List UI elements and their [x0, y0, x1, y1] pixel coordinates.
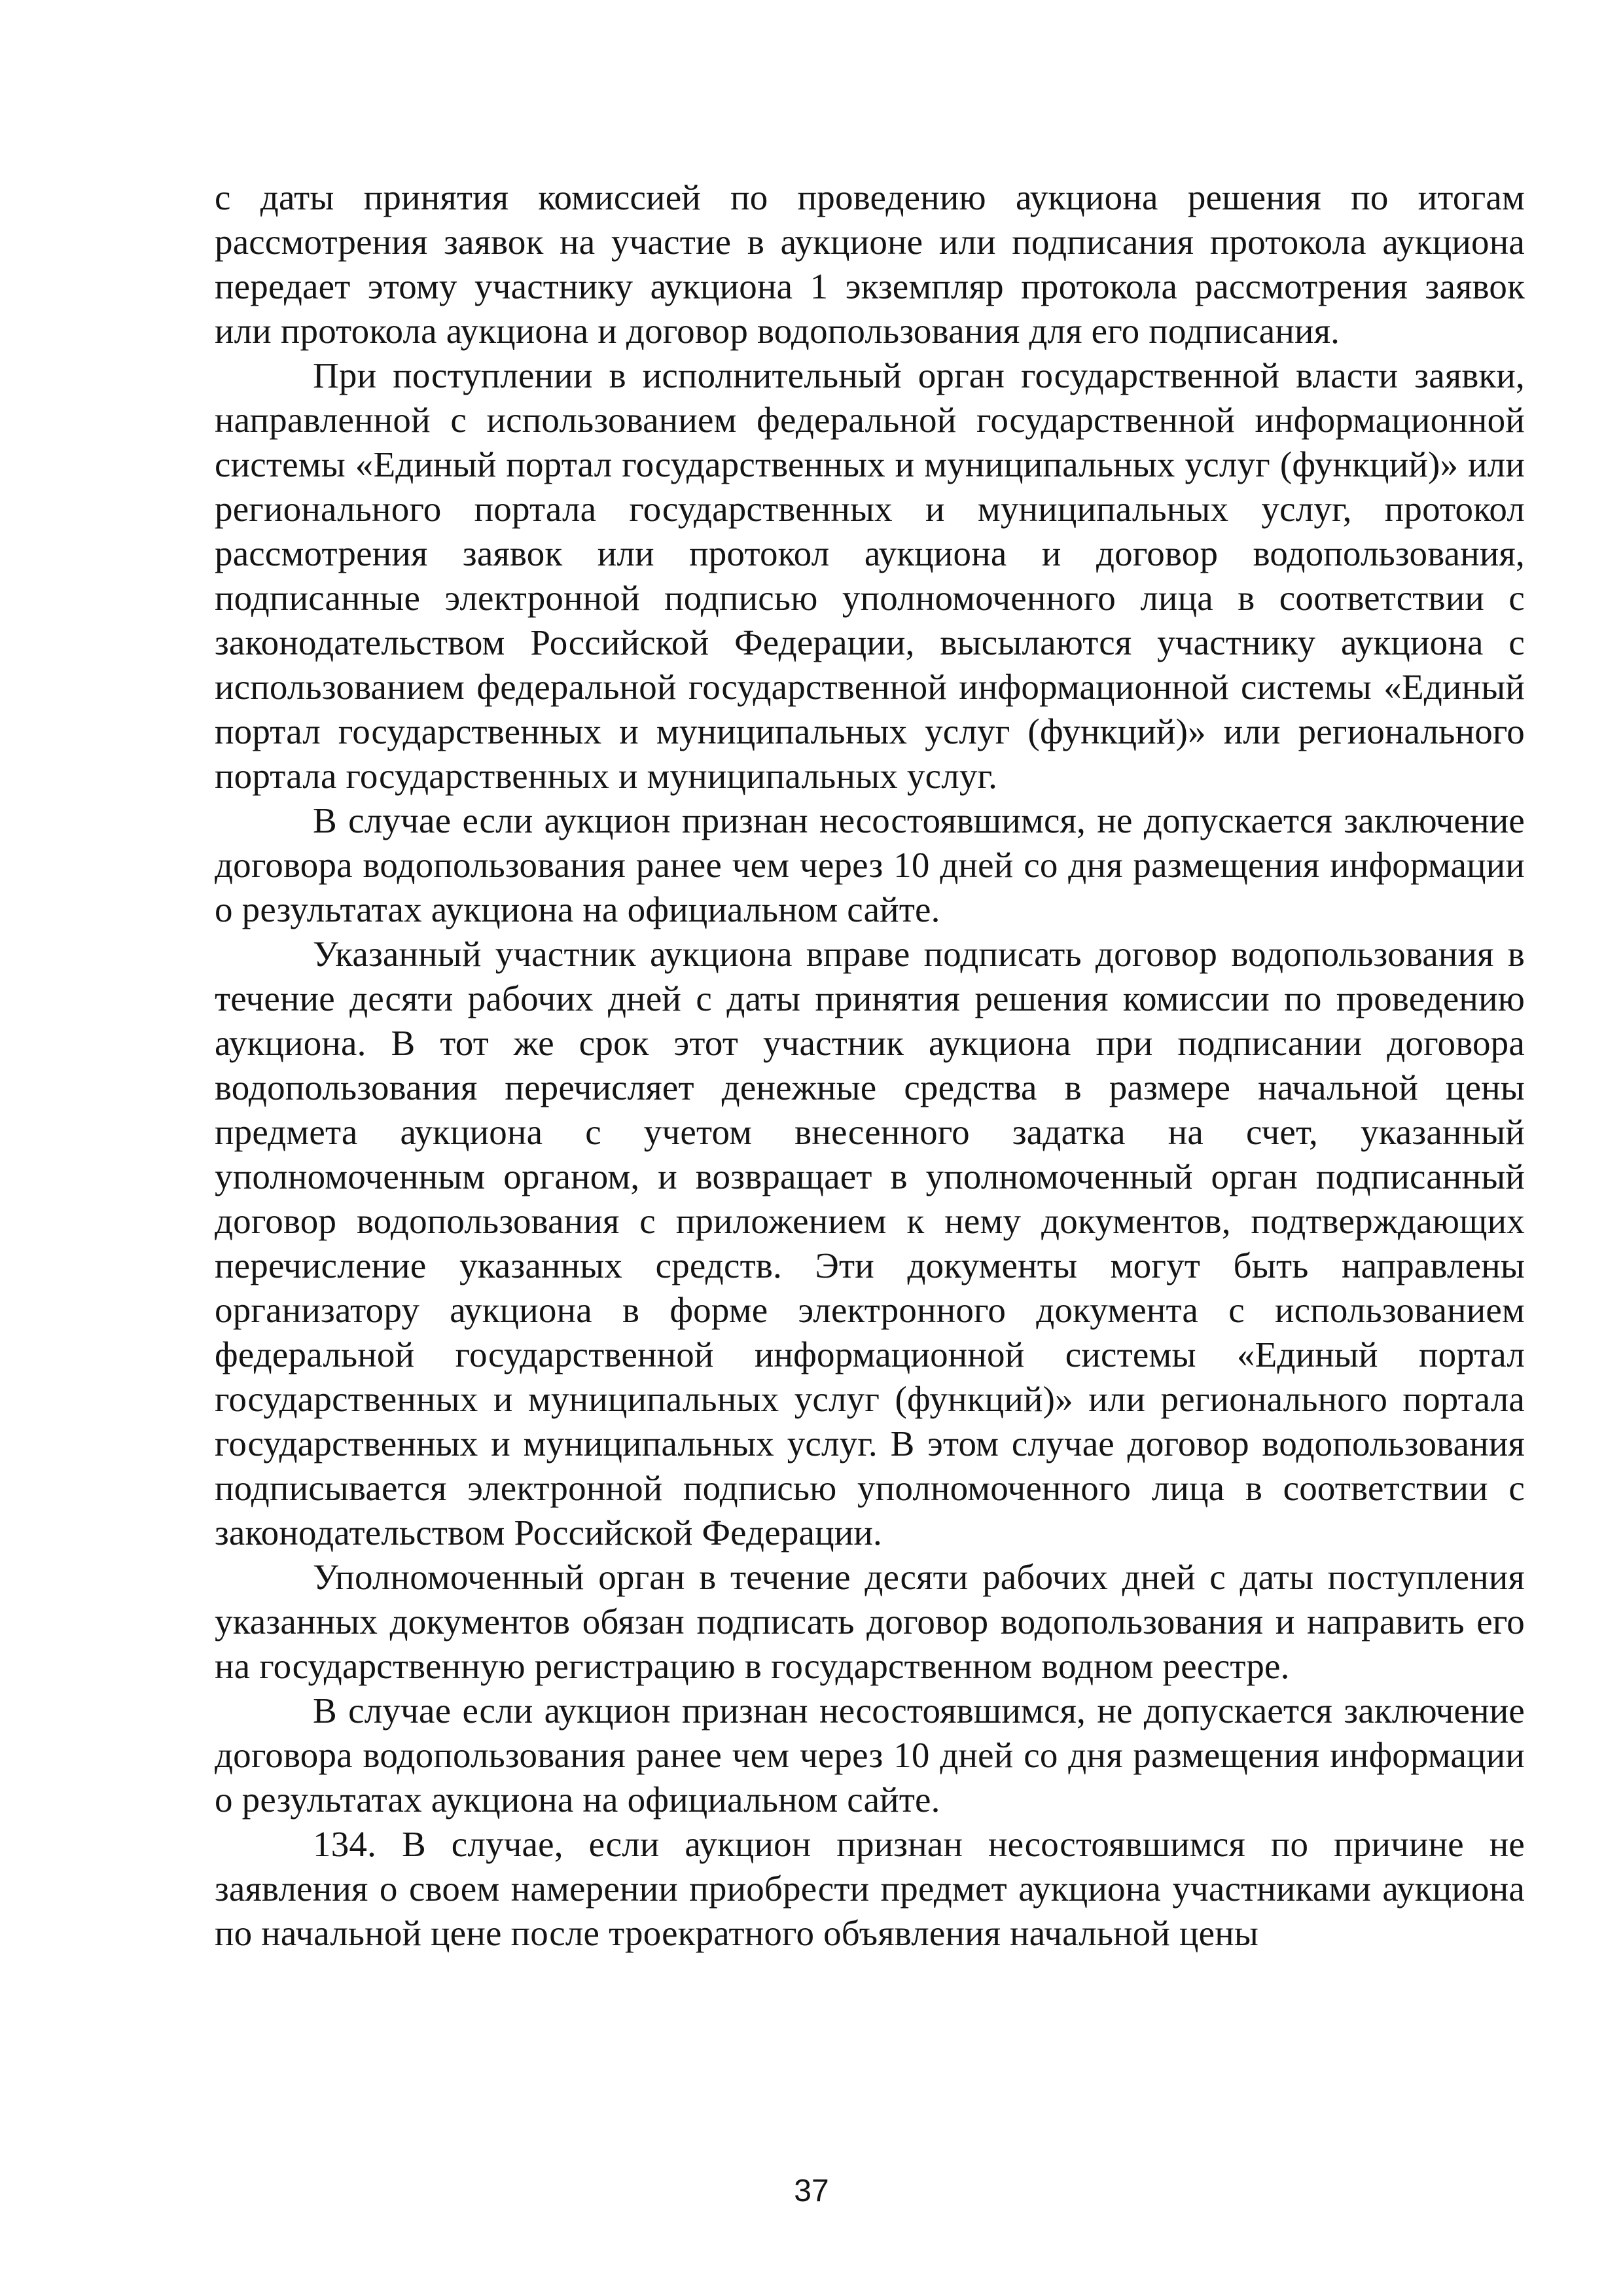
paragraph-3: В случае если аукцион признан несостоявшимся, не допускается заключение договора водопользования ранее чем через 10 дней со дня размещения информации о результатах аукциона на официальном сайте. [215, 800, 1525, 929]
document-body [215, 175, 1525, 1956]
paragraph-7: 134. В случае, если аукцион признан несостоявшимся по причине не заявления о своем намерении приобрести предмет аукциона участниками аукциона по начальной цене после троекратного объявления начальной цены [215, 1824, 1525, 1953]
paragraph-6: В случае если аукцион признан несостоявшимся, не допускается заключение договора водопользования ранее чем через 10 дней со дня размещения информации о результатах аукциона на официальном сайте. [215, 1691, 1525, 1820]
paragraph-5: Уполномоченный орган в течение десяти рабочих дней с даты поступления указанных документов обязан подписать договор водопользования и направить его на государственную регистрацию в государственном водном реестре. [215, 1557, 1525, 1686]
page-number: 37 [794, 2174, 829, 2208]
paragraph-1: с даты принятия комиссией по проведению аукциона решения по итогам рассмотрения заявок на участие в аукционе или подписания протокола аукциона передает этому участнику аукциона 1 экземпляр протокола рассмотрения заявок или протокола аукциона и договор водопользования для его подписания. [215, 177, 1525, 351]
paragraph-2: При поступлении в исполнительный орган государственной власти заявки, направленной с использованием федеральной государственной информационной системы «Единый портал государственных и муниципальных услуг (функций)» или регионального портала государственных и муниципальных услуг, протокол рассмотрения заявок или протокол аукциона и договор водопользования, подписанные электронной подписью уполномоченного лица в соответствии с законодательством Российской Федерации, высылаются участнику аукциона с использованием федеральной государственной информационной системы «Единый портал государственных и муниципальных услуг (функций)» или регионального портала государственных и муниципальных услуг. [215, 355, 1525, 796]
paragraph-4: Указанный участник аукциона вправе подписать договор водопользования в течение десяти рабочих дней с даты принятия решения комиссии по проведению аукциона. В тот же срок этот участник аукциона при подписании договора водопользования перечисляет денежные средства в размере начальной цены предмета аукциона с учетом внесенного задатка на счет, указанный уполномоченным органом, и возвращает в уполномоченный орган подписанный договор водопользования с приложением к нему документов, подтверждающих перечисление указанных средств. Эти документы могут быть направлены организатору аукциона в форме электронного документа с использованием федеральной государственной информационной системы «Единый портал государственных и муниципальных услуг (функций)» или регионального портала государственных и муниципальных услуг. В этом случае договор водопользования подписывается электронной подписью уполномоченного лица в соответствии с законодательством Российской Федерации. [215, 934, 1525, 1552]
